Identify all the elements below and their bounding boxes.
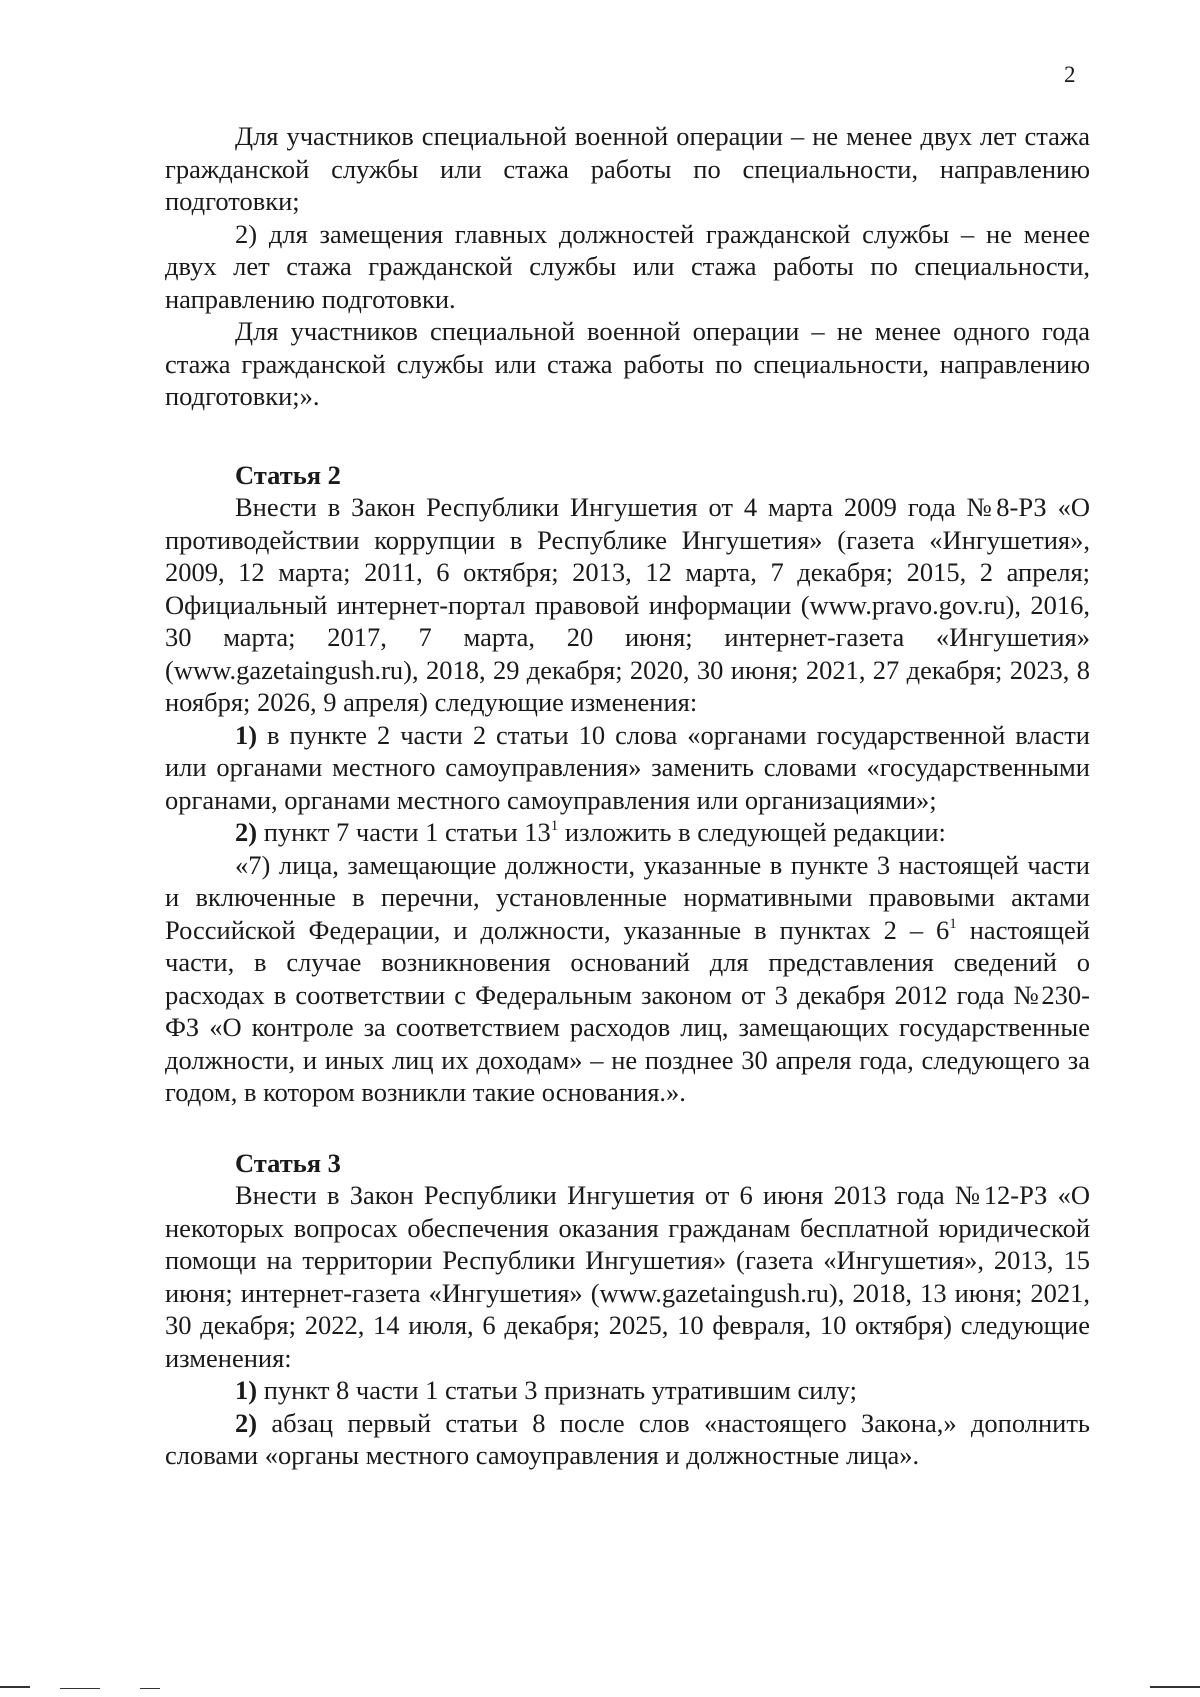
scan-edge-mark <box>60 1688 100 1689</box>
article-3-item-2 <box>165 1407 1090 1472</box>
article-2-item-2 <box>165 816 1090 849</box>
article-3-heading: Статья 3 <box>235 1147 341 1178</box>
item-number: 2) <box>235 1407 258 1438</box>
spacer <box>165 1109 1090 1147</box>
item-number: 2) <box>235 817 258 847</box>
scan-edge-mark <box>0 1686 30 1688</box>
article-2-item-1 <box>165 719 1090 817</box>
item-number: 1) <box>235 719 258 750</box>
quote-text: настоящей части, в случае возникновения оснований для представления сведений о расходах в соответствии с Федеральным законом от 3 декабря 2012 года №230-ФЗ «О контроле за соответствием расходов лиц, замещающих государственные должности, и иных лиц их доходам» – не позднее 30 апреля года, следующего за годом, в котором возникли такие основания.». <box>165 914 1090 1107</box>
document-body <box>165 120 1090 1472</box>
item-text: изложить в следующей редакции: <box>558 817 946 847</box>
item-text: пункт 8 части 1 статьи 3 признать утратившим силу; <box>257 1375 857 1405</box>
article-2-quote <box>165 849 1090 1109</box>
quote-text: «7) лица, замещающие должности, указанные в пункте 3 настоящей части и включенные в перечни, установленные нормативными правовыми актами Российской Федерации, и должности, указанные в пунктах 2 – 6 <box>165 849 1090 945</box>
paragraph: 2) для замещения главных должностей гражданской службы – не менее двух лет стажа гражданской службы или стажа работы по специальности, направлению подготовки. <box>165 218 1090 314</box>
superscript: 1 <box>550 818 559 834</box>
scan-edge-mark <box>140 1688 160 1689</box>
superscript: 1 <box>949 915 957 932</box>
item-text: абзац первый статьи 8 после слов «настоящего Закона,» дополнить словами «органы местного самоуправления и должностные лица». <box>165 1407 1090 1470</box>
item-number: 1) <box>235 1375 258 1405</box>
article-3-intro: Внести в Закон Республики Ингушетия от 6 июня 2013 года №12-РЗ «О некоторых вопросах обеспечения оказания гражданам бесплатной юридической помощи на территории Республики Ингушетия» (газета «Ингушетия», 2013, 15 июня; интернет-газета «Ингушетия» (www.gazetaingush.ru), 2018, 13 июня; 2021, 30 декабря; 2022, 14 июля, 6 декабря; 2025, 10 февраля, 10 октября) следующие изменения: <box>165 1180 1090 1373</box>
scan-edge-mark <box>1150 1686 1200 1688</box>
page-number: 2 <box>1064 62 1076 87</box>
item-text: в пункте 2 части 2 статьи 10 слова «органами государственной власти или органами местного самоуправления» заменить словами «государственными органами, органами местного самоуправления или организациями»; <box>165 719 1090 815</box>
article-3-item-1 <box>165 1374 1090 1407</box>
article-2-heading: Статья 2 <box>235 459 341 490</box>
article-2-intro: Внести в Закон Республики Ингушетия от 4 марта 2009 года №8-РЗ «О противодействии коррупции в Республике Ингушетия» (газета «Ингушетия», 2009, 12 марта; 2011, 6 октября; 2013, 12 марта, 7 декабря; 2015, 2 апреля; Официальный интернет-портал правовой информации (www.pravo.gov.ru), 2016, 30 марта; 2017, 7 марта, 20 июня; интернет-газета «Ингушетия» (www.gazetaingush.ru), 2018, 29 декабря; 2020, 30 июня; 2021, 27 декабря; 2023, 8 ноября; 2026, 9 апреля) следующие изменения: <box>165 492 1090 717</box>
spacer <box>165 413 1090 459</box>
item-text: пункт 7 части 1 статьи 13 <box>257 817 551 847</box>
paragraph: Для участников специальной военной операции – не менее одного года стажа гражданской службы или стажа работы по специальности, направлению подготовки;». <box>165 316 1090 411</box>
paragraph: Для участников специальной военной операции – не менее двух лет стажа гражданской службы или стажа работы по специальности, направлению подготовки; <box>165 121 1090 216</box>
